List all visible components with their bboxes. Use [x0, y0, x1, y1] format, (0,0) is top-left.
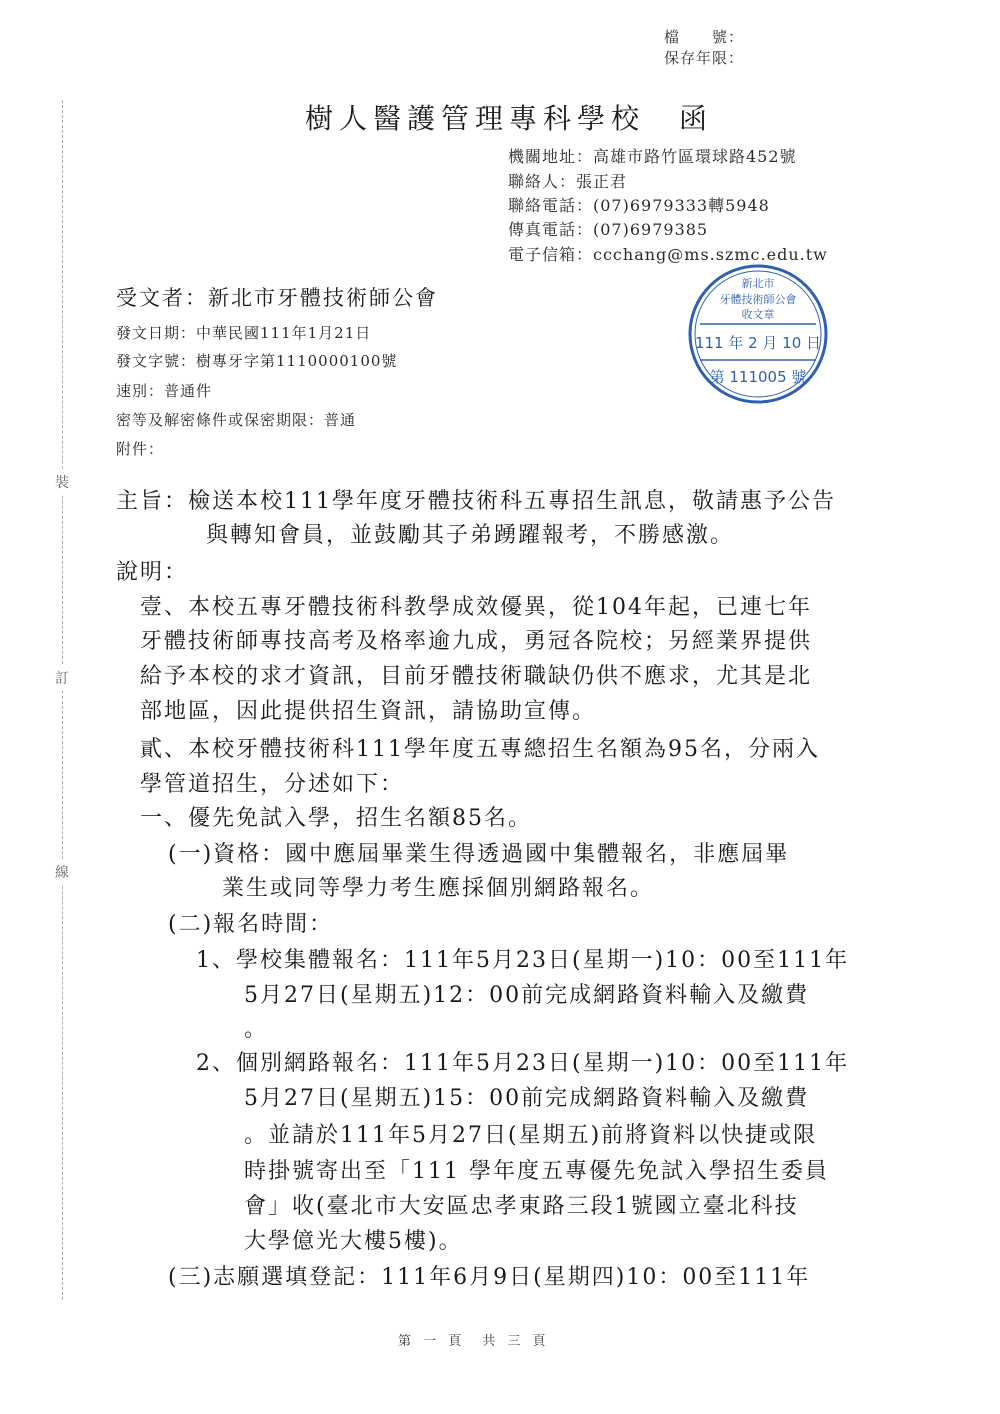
retention-period-label: 保存年限： — [664, 49, 745, 67]
document-number: 發文字號：樹專牙字第1110000100號 — [116, 352, 398, 370]
sender-contact-person: 聯絡人：張正君 — [508, 172, 628, 191]
registration-time-heading: (二)報名時間： — [168, 912, 334, 937]
binding-line — [62, 100, 63, 1300]
stamp-date: 111 年 2 月 10 日 — [694, 334, 822, 352]
preference-registration-line: (三)志願選填登記：111年6月9日(星期四)10：00至111年 — [168, 1265, 811, 1290]
individual-registration-line: 會」收(臺北市大安區忠孝東路三段1號國立臺北科技 — [244, 1194, 799, 1219]
page-number-footer: 第 一 頁 共 三 頁 — [398, 1334, 550, 1349]
section-two-line: 學管道招生，分述如下： — [140, 772, 405, 797]
admission-track-heading: 一、優先免試入學，招生名額85名。 — [140, 806, 532, 831]
file-number-label: 檔 號： — [664, 28, 745, 46]
section-two-line: 貳、本校牙體技術科111學年度五專總招生名額為95名，分兩入 — [140, 737, 820, 762]
sender-phone: 聯絡電話：(07)6979333轉5948 — [508, 196, 770, 215]
stamp-receipt-label: 收文章 — [741, 308, 775, 321]
stamp-org-city: 新北市 — [741, 277, 775, 290]
group-registration-line-end: 。 — [244, 1017, 269, 1042]
section-one-line: 給予本校的求才資訊，目前牙體技術職缺仍供不應求，尤其是北 — [140, 664, 813, 689]
section-one-line: 部地區，因此提供招生資訊，請協助宣傳。 — [140, 699, 597, 724]
document-title: 樹人醫護管理專科學校 函 — [305, 102, 714, 135]
received-stamp — [686, 262, 830, 406]
attachments-label: 附件： — [116, 440, 165, 458]
eligibility-line: (一)資格：國中應屆畢業生得透過國中集體報名，非應屆畢 — [168, 842, 790, 867]
stamp-org-name: 牙體技術師公會 — [719, 293, 797, 306]
subject-line: 主旨：檢送本校111學年度牙體技術科五專招生訊息，敬請惠予公告 — [116, 489, 836, 514]
binding-mark-ding: 訂 — [55, 666, 69, 690]
issue-date: 發文日期：中華民國111年1月21日 — [116, 324, 372, 342]
individual-registration-line: 2、個別網路報名：111年5月23日(星期一)10：00至111年 — [196, 1051, 850, 1076]
binding-mark-xian: 線 — [55, 860, 69, 884]
recipient-line: 受文者：新北市牙體技術師公會 — [116, 286, 438, 310]
binding-mark-zhuang: 裝 — [55, 470, 69, 494]
group-registration-line-continued: 5月27日(星期五)12：00前完成網路資料輸入及繳費 — [244, 983, 810, 1008]
individual-registration-line: 5月27日(星期五)15：00前完成網路資料輸入及繳費 — [244, 1086, 810, 1111]
urgency-level: 速別：普通件 — [116, 382, 213, 400]
eligibility-line-continued: 業生或同等學力考生應採個別網路報名。 — [222, 876, 655, 901]
section-one-line: 牙體技術師專技高考及格率逾九成，勇冠各院校；另經業界提供 — [140, 629, 813, 654]
section-one-line: 壹、本校五專牙體技術科教學成效優異，從104年起，已連七年 — [140, 595, 812, 620]
explanation-heading: 說明： — [116, 560, 189, 585]
confidentiality-level: 密等及解密條件或保密期限：普通 — [116, 411, 357, 429]
individual-registration-line: 大學億光大樓5樓)。 — [244, 1229, 463, 1254]
individual-registration-line: 時掛號寄出至「111 學年度五專優先免試入學招生委員 — [244, 1159, 829, 1184]
sender-email: 電子信箱：ccchang@ms.szmc.edu.tw — [508, 245, 828, 264]
individual-registration-line: 。並請於111年5月27日(星期五)前將資料以快捷或限 — [244, 1123, 818, 1148]
stamp-number: 第 111005 號 — [709, 368, 807, 386]
sender-address: 機關地址：高雄市路竹區環球路452號 — [508, 147, 797, 166]
subject-line-continued: 與轉知會員，並鼓勵其子弟踴躍報考，不勝感激。 — [206, 523, 735, 548]
group-registration-line: 1、學校集體報名：111年5月23日(星期一)10：00至111年 — [196, 948, 850, 973]
sender-fax: 傳真電話：(07)6979385 — [508, 220, 709, 239]
